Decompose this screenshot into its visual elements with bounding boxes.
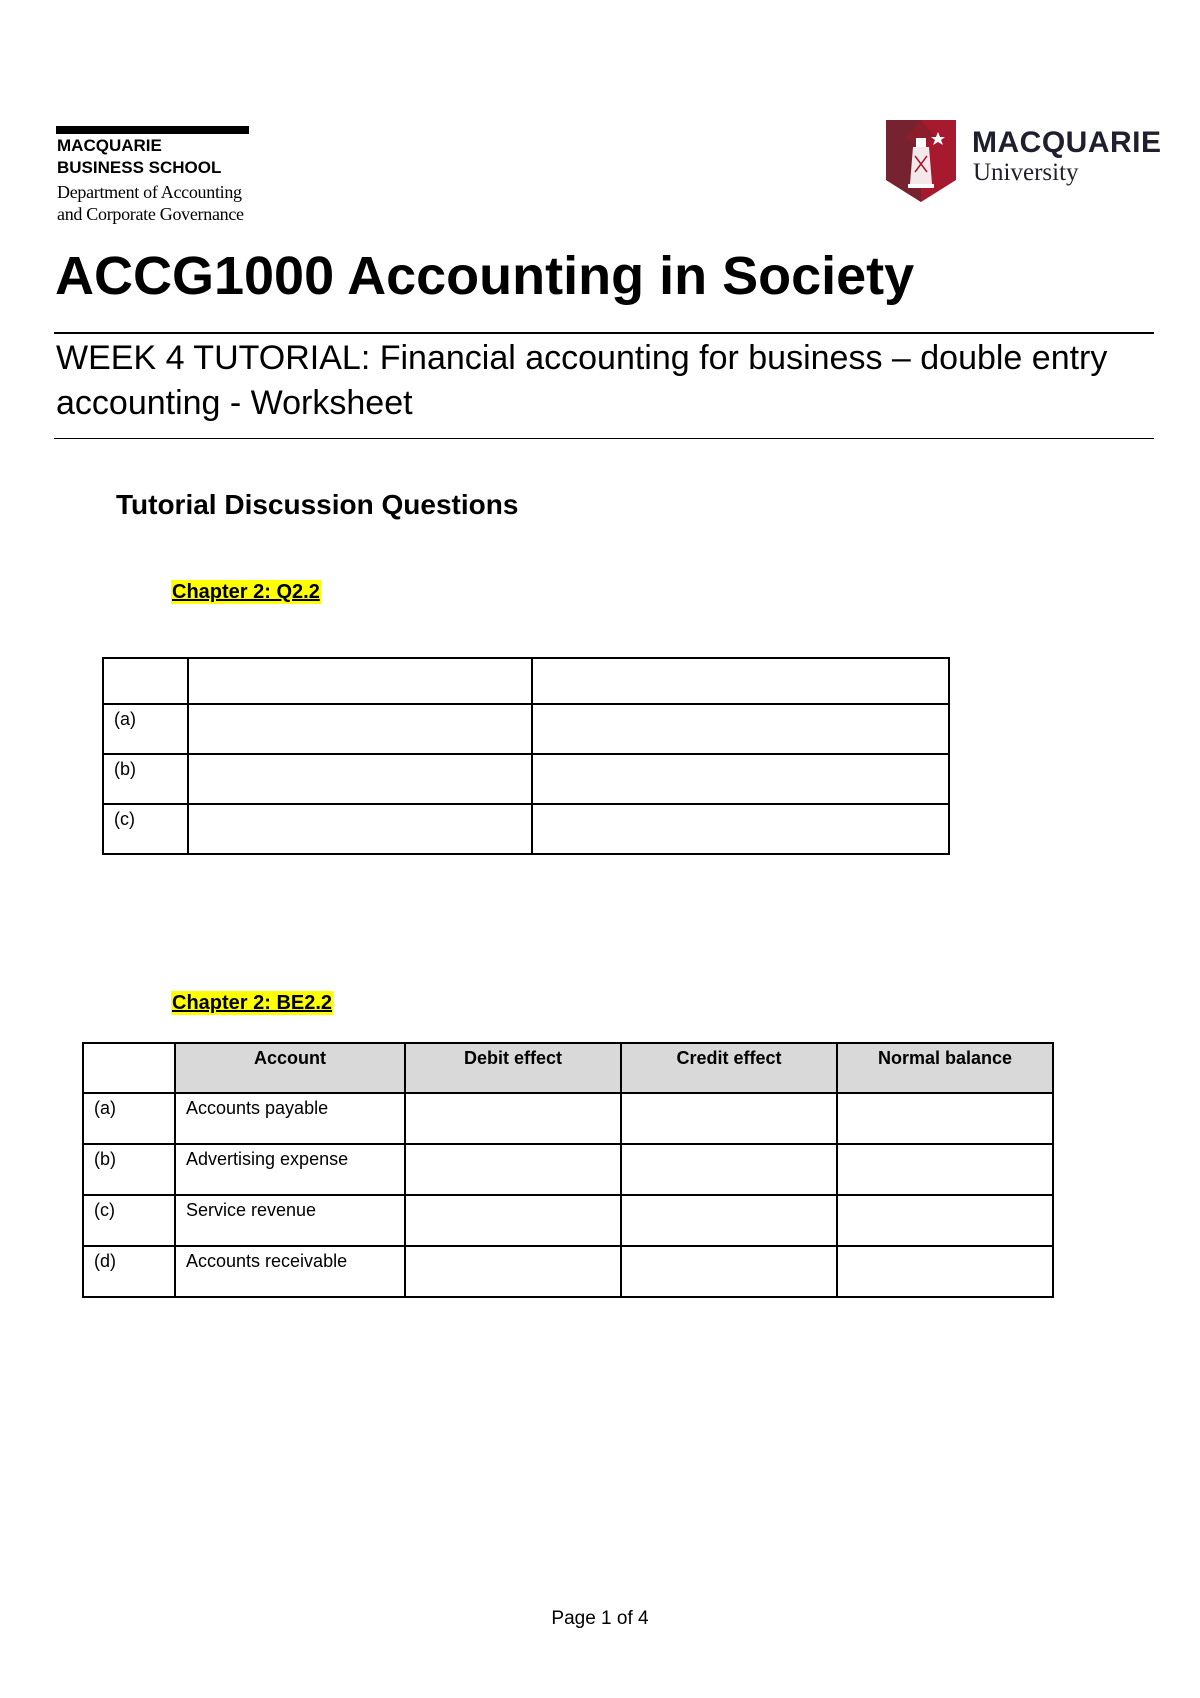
- section-heading: Tutorial Discussion Questions: [116, 489, 519, 520]
- table-row: [83, 1246, 1053, 1297]
- chapter-label-be2-2: Chapter 2: BE2.2: [172, 992, 333, 1014]
- table-row: [83, 1195, 1053, 1246]
- column-header-account: Account: [175, 1043, 405, 1093]
- table-cell: [532, 804, 949, 854]
- table-cell: [532, 704, 949, 754]
- account-cell: Service revenue: [175, 1195, 405, 1246]
- row-label: (c): [83, 1195, 175, 1246]
- row-label: (b): [83, 1144, 175, 1195]
- normal-balance-cell: [837, 1093, 1053, 1144]
- course-title: ACCG1000 Accounting in Society: [55, 246, 915, 306]
- row-label: (a): [83, 1093, 175, 1144]
- header-rule: [56, 126, 249, 134]
- table-header-row: [83, 1043, 1053, 1093]
- title-rule-top: [54, 332, 1154, 334]
- debit-cell: [405, 1144, 621, 1195]
- title-rule-bottom: [54, 438, 1154, 439]
- normal-balance-cell: [837, 1246, 1053, 1297]
- logo-word-university: University: [973, 159, 1079, 186]
- credit-cell: [621, 1144, 837, 1195]
- department-name: Department of Accounting and Corporate Governance: [57, 182, 244, 224]
- account-cell: Accounts payable: [175, 1093, 405, 1144]
- table-row: [103, 658, 949, 704]
- normal-balance-cell: [837, 1144, 1053, 1195]
- table-row: [83, 1093, 1053, 1144]
- table-cell: [188, 658, 532, 704]
- account-cell: Accounts receivable: [175, 1246, 405, 1297]
- table-cell: [103, 658, 188, 704]
- column-header: [83, 1043, 175, 1093]
- row-label: (b): [103, 754, 188, 804]
- school-name: MACQUARIE BUSINESS SCHOOL: [57, 136, 222, 177]
- table-cell: [188, 754, 532, 804]
- row-label: (c): [103, 804, 188, 854]
- table-row: [103, 754, 949, 804]
- university-logo: [886, 120, 1162, 202]
- debit-cell: [405, 1195, 621, 1246]
- table-cell: [532, 658, 949, 704]
- column-header-debit: Debit effect: [405, 1043, 621, 1093]
- row-label: (d): [83, 1246, 175, 1297]
- credit-cell: [621, 1246, 837, 1297]
- table-row: [103, 804, 949, 854]
- debit-cell: [405, 1246, 621, 1297]
- column-header-credit: Credit effect: [621, 1043, 837, 1093]
- logo-word-macquarie: MACQUARIE: [972, 126, 1162, 159]
- column-header-normal-balance: Normal balance: [837, 1043, 1053, 1093]
- table-row: [103, 704, 949, 754]
- chapter-label-q2-2: Chapter 2: Q2.2: [172, 581, 320, 603]
- credit-cell: [621, 1093, 837, 1144]
- page-number: Page 1 of 4: [551, 1608, 649, 1629]
- account-cell: Advertising expense: [175, 1144, 405, 1195]
- debit-cell: [405, 1093, 621, 1144]
- normal-balance-cell: [837, 1195, 1053, 1246]
- q2-2-answer-table: [102, 657, 950, 855]
- row-label: (a): [103, 704, 188, 754]
- table-cell: [188, 804, 532, 854]
- tutorial-title: WEEK 4 TUTORIAL: Financial accounting for business – double entry accounting - Worksheet: [56, 339, 1108, 422]
- be2-2-answer-table: [82, 1042, 1054, 1298]
- credit-cell: [621, 1195, 837, 1246]
- table-row: [83, 1144, 1053, 1195]
- table-cell: [532, 754, 949, 804]
- lighthouse-crest-icon: [886, 120, 956, 202]
- table-cell: [188, 704, 532, 754]
